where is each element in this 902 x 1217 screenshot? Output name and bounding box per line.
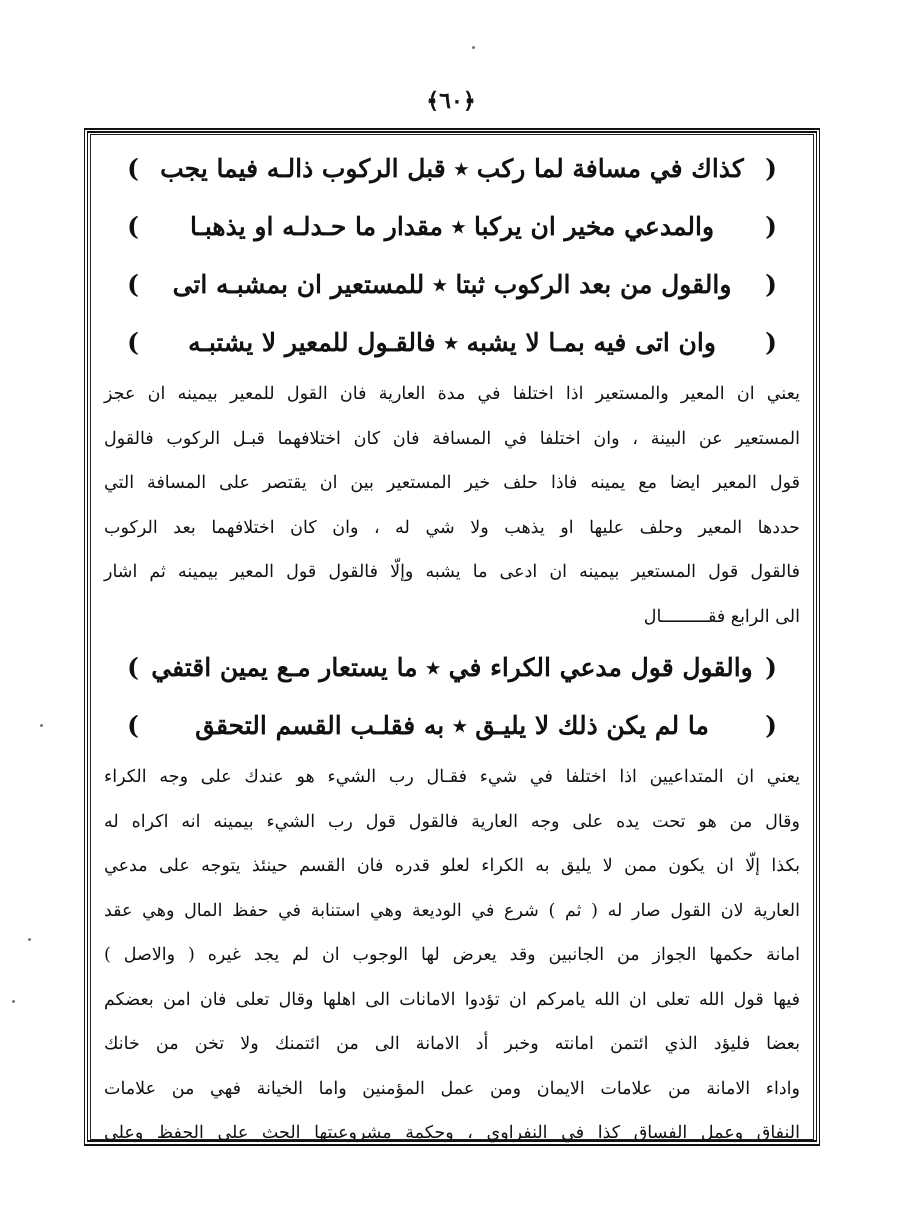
commentary-line: المستعير عن البينة ، وان اختلفا في المسافة فان كان اختلافهما قبـل الركوب فالقول bbox=[104, 428, 800, 449]
verse-text: والقول من بعد الركوب ثبتا ٭ للمستعير ان بمشبـه اتى bbox=[172, 270, 732, 299]
commentary-line: بكذا إلّا ان يكون ممن لا يليق به الكراء لعلو قدره فان القسم حينئذ يتوجه على مدعي bbox=[104, 856, 800, 876]
commentary-line: الى الرابع فقـــــــــال bbox=[643, 606, 800, 627]
verse-line bbox=[100, 198, 804, 256]
commentary-line: واداء الامانة من علامات الايمان ومن عمل المؤمنين واما الخيانة فهي من علامات bbox=[104, 1078, 800, 1099]
scan-speck bbox=[28, 938, 31, 941]
scan-speck bbox=[40, 724, 43, 727]
commentary-line: فيها قول الله تعلى ان الله يامركم ان تؤدوا الامانات الى اهلها وقال تعلى فان امن بعضكم bbox=[104, 989, 800, 1010]
commentary-line: بعضا فليؤد الذي ائتمن امانته وخبر أد الامانة الى من ائتمنك ولا تخن من خانك bbox=[104, 1034, 800, 1054]
verse-text: ما لم يكن ذلك لا يليـق ٭ به فقلـب القسم التحقق bbox=[195, 711, 709, 740]
scan-speck bbox=[472, 46, 475, 49]
open-paren: ( bbox=[765, 154, 777, 183]
page-number: ﴿٦٠﴾ bbox=[426, 88, 476, 114]
commentary-line: فالقول قول المستعير بيمينه ان ادعى ما يشبه وإلّا فالقول قول المعير بيمينه ثم اشار bbox=[104, 562, 800, 582]
close-paren: ) bbox=[127, 653, 139, 682]
commentary-line: حددها المعير وحلف عليها او يذهب ولا شي له ، وان كان اختلافهما بعد الركوب bbox=[104, 517, 800, 538]
verse-line bbox=[100, 140, 804, 198]
commentary-line: يعني ان المتداعيين اذا اختلفا في شيء فقـال رب الشيء هو عندك على وجه الكراء bbox=[104, 767, 800, 787]
close-paren: ) bbox=[127, 212, 139, 241]
commentary-line: وقال من هو تحت يده على وجه العارية فالقول قول رب الشيء بيمينه انه اكراه له bbox=[104, 811, 800, 832]
verse-text: والمدعي مخير ان يركبا ٭ مقدار ما حـدلـه او يذهبـا bbox=[189, 212, 715, 241]
open-paren: ( bbox=[765, 711, 777, 740]
verse-text: والقول قول مدعي الكراء في ٭ ما يستعار مـع يمين اقتفي bbox=[151, 653, 753, 682]
close-paren: ) bbox=[127, 328, 139, 357]
open-paren: ( bbox=[765, 270, 777, 299]
open-paren: ( bbox=[765, 653, 777, 682]
verse-line bbox=[100, 639, 804, 697]
open-paren: ( bbox=[765, 328, 777, 357]
open-paren: ( bbox=[765, 212, 777, 241]
verse-line bbox=[100, 697, 804, 755]
verse-text: وان اتى فيه بمـا لا يشبه ٭ فالقـول للمعير لا يشتبـه bbox=[188, 328, 716, 357]
verse-line bbox=[100, 314, 804, 372]
commentary-line: امانة حكمها الجواز من الجانبين وقد يعرض لها الوجوب ان لم يجد غيره ( والاصل ) bbox=[104, 945, 800, 965]
close-paren: ) bbox=[127, 270, 139, 299]
scan-speck bbox=[12, 1000, 15, 1003]
commentary-line: النفاق وعمل الفساق كذا في النفراوي ، وحكمة مشروعيتها الحث على الحفظ وعلى bbox=[104, 1123, 800, 1143]
commentary-line: العارية لان القول صار له ( ثم ) شرع في الوديعة وهي استنابة في حفظ المال وهي عقد bbox=[104, 900, 800, 921]
commentary-line: يعني ان المعير والمستعير اذا اختلفا في مدة العارية فان القول للمعير بيمينه ان عجز bbox=[104, 384, 800, 404]
close-paren: ) bbox=[127, 711, 139, 740]
commentary-line: قول المعير ايضا مع يمينه فاذا حلف خير المستعير بين ان يقتصر على المسافة التي bbox=[104, 473, 800, 493]
page-content bbox=[100, 140, 804, 1156]
verse-text: كذاك في مسافة لما ركب ٭ قبل الركوب ذالـه فيما يجب bbox=[160, 154, 744, 183]
close-paren: ) bbox=[127, 154, 139, 183]
verse-line bbox=[100, 256, 804, 314]
